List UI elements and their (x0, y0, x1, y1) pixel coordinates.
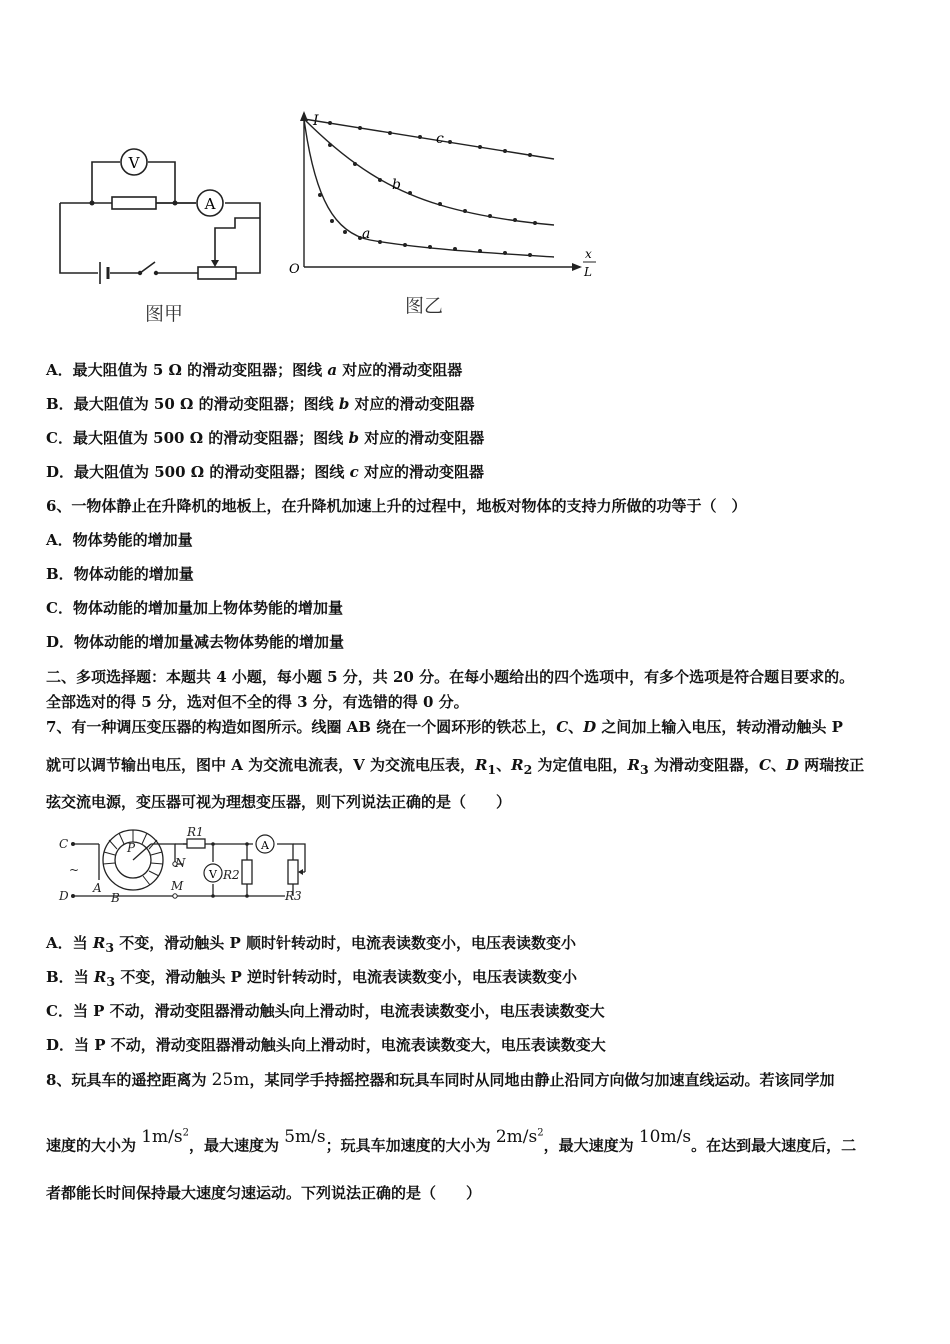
q7-stem-line1: 7、有一种调压变压器的构造如图所示。线圈 AB 绕在一个圆环形的铁芯上，C、D 之间加上输入电压，转动滑动触头 P (46, 718, 843, 736)
figure-caption-yi: 图乙 (405, 295, 444, 317)
svg-text:M: M (171, 879, 184, 893)
svg-text:R1: R1 (187, 825, 204, 839)
q7-option-c: C．当 P 不动，滑动变阻器滑动触头向上滑动时，电流表读数变小，电压表读数变大 (46, 1002, 605, 1020)
svg-text:A: A (204, 195, 216, 213)
q7-option-d: D．当 P 不动，滑动变阻器滑动触头向上滑动时，电流表读数变大，电压表读数变大 (46, 1036, 606, 1054)
graph-figure-yi (280, 105, 610, 320)
curve-b (304, 119, 554, 225)
svg-text:B: B (111, 891, 120, 905)
svg-text:A: A (261, 839, 269, 852)
q7-stem-line3: 弦交流电源，变压器可视为理想变压器，则下列说法正确的是（ ） (46, 793, 512, 811)
section2-heading-line1: 二、多项选择题：本题共 4 小题，每小题 5 分，共 20 分。在每小题给出的四个选项中，有多个选项是符合题目要求的。 (46, 668, 855, 686)
q7-ammeter-icon (256, 835, 274, 853)
q7-option-b: B．当 $R_3$ 不变，滑动触头 P 逆时针转动时，电流表读数变小，电压表读数变小 (46, 968, 578, 989)
x-axis-denominator: L (584, 265, 592, 279)
circuit-figure-jia (50, 140, 275, 335)
ammeter-icon (197, 190, 223, 216)
voltmeter-icon (121, 149, 147, 175)
q5-option-c: C．最大阻值为 500 Ω 的滑动变阻器；图线 b 对应的滑动变阻器 (46, 429, 485, 447)
svg-text:P: P (127, 841, 136, 855)
curve-b-label: b (392, 177, 401, 193)
figure-caption-jia: 图甲 (145, 303, 184, 325)
q7-stem-line2: 就可以调节输出电压，图中 A 为交流电流表，V 为交流电压表，$R_1$、$R_2$ 为定值电阻，$R_3$ 为滑动变阻器，C、D 两瑞按正 (46, 756, 865, 777)
q7-option-a: A．当 $R_3$ 不变，滑动触头 P 顺时针转动时，电流表读数变小，电压表读数变小 (46, 934, 576, 955)
q6-option-b: B．物体动能的增加量 (46, 565, 194, 583)
svg-text:R2: R2 (223, 868, 240, 882)
q8-stem-line3: 者都能长时间保持最大速度匀速运动。下列说法正确的是（ ） (46, 1184, 482, 1202)
q6-option-a: A．物体势能的增加量 (46, 531, 193, 549)
section2-heading-line2: 全部选对的得 5 分，选对但不全的得 3 分，有选错的得 0 分。 (46, 693, 469, 711)
q6-stem: 6、一物体静止在升降机的地板上，在升降机加速上升的过程中，地板对物体的支持力所做的功等于（ ） (46, 497, 747, 515)
q7-voltmeter-icon (204, 864, 222, 882)
svg-text:N: N (175, 856, 186, 870)
r3-slider-arrow (298, 869, 303, 875)
q5-option-d: D．最大阻值为 500 Ω 的滑动变阻器；图线 c 对应的滑动变阻器 (46, 463, 484, 481)
q6-option-d: D．物体动能的增加量减去物体势能的增加量 (46, 633, 345, 651)
q6-option-c: C．物体动能的增加量加上物体势能的增加量 (46, 599, 343, 617)
curve-c-label: c (436, 131, 444, 147)
svg-text:C: C (59, 837, 69, 851)
svg-text:D: D (59, 889, 69, 903)
q7-transformer-figure (55, 822, 315, 912)
origin-label: O (289, 262, 300, 277)
svg-text:V: V (128, 154, 140, 172)
curve-a-label: a (362, 226, 371, 242)
rheostat-slider-arrow (211, 260, 219, 267)
q8-stem-line1: 8、玩具车的遥控距离为 25m，某同学手持摇控器和玩具车同时从同地由静止沿同方向做匀加速直线运动。若该同学加 (46, 1070, 835, 1090)
q8-stem-line2: 速度的大小为 $1m/s^2$，最大速度为 5m/s；玩具车加速度的大小为 $2m/s^2$，最大速度为 10m/s。在达到最大速度后，二 (46, 1126, 857, 1155)
svg-text:~: ~ (69, 863, 80, 877)
svg-text:A: A (93, 881, 102, 895)
svg-text:V: V (209, 868, 217, 881)
q5-option-b: B．最大阻值为 50 Ω 的滑动变阻器；图线 b 对应的滑动变阻器 (46, 395, 475, 413)
q5-option-a: A．最大阻值为 5 Ω 的滑动变阻器；图线 a 对应的滑动变阻器 (46, 361, 463, 379)
y-axis-label: I (313, 113, 319, 129)
svg-text:R3: R3 (285, 889, 302, 903)
x-axis-numerator: x (585, 247, 592, 261)
